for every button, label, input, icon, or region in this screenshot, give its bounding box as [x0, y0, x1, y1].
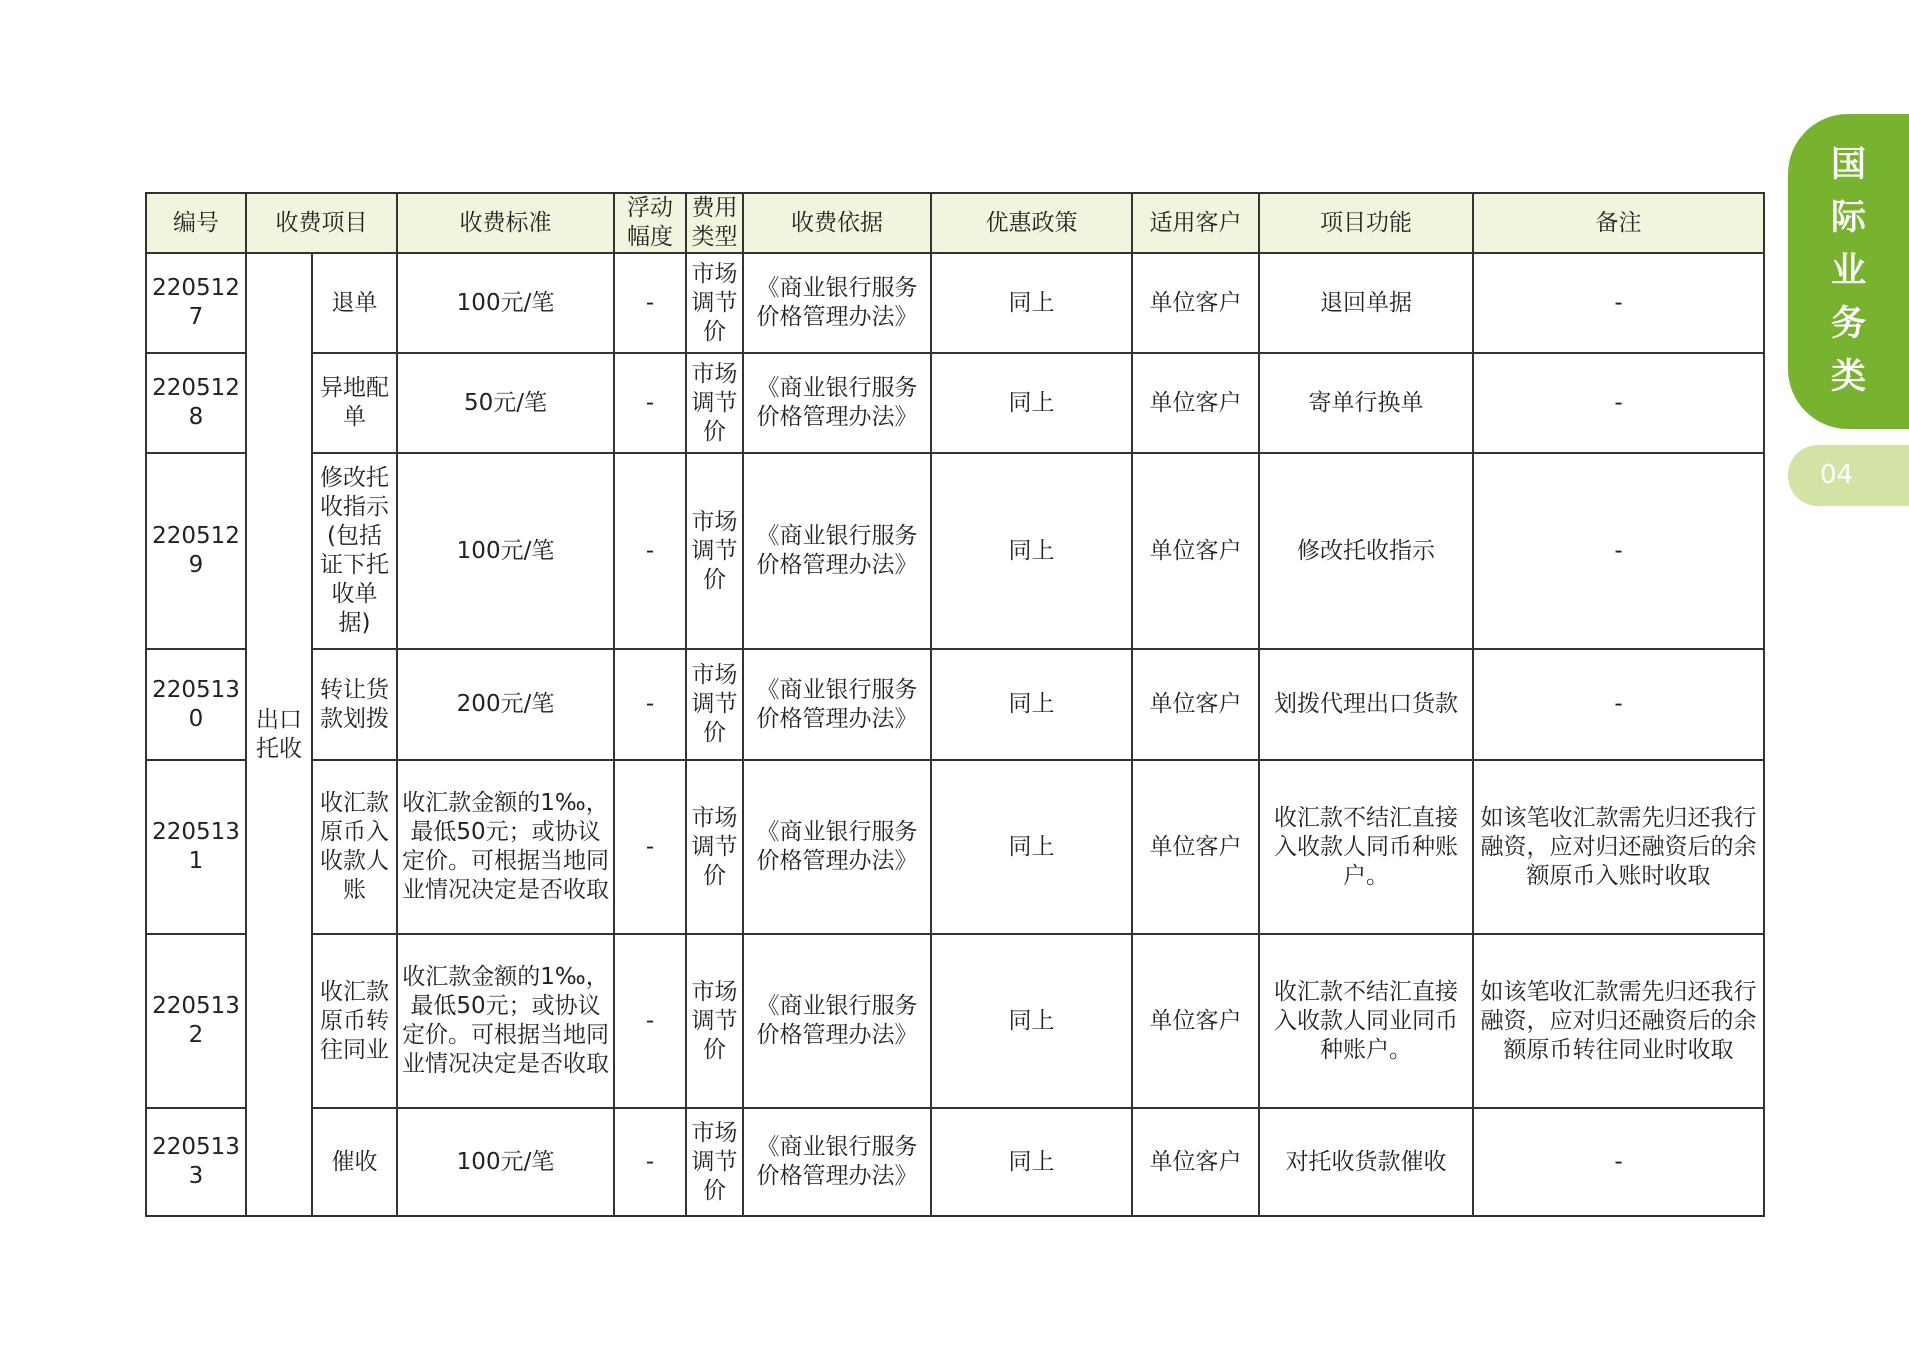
cell-discount: 同上 [931, 649, 1132, 760]
cell-discount: 同上 [931, 353, 1132, 453]
cell-customer: 单位客户 [1132, 1108, 1259, 1216]
cell-fee-type: 市场调节价 [686, 649, 743, 760]
table-row [146, 1108, 1764, 1216]
cell-fee-type: 市场调节价 [686, 760, 743, 934]
cell-basis: 《商业银行服务价格管理办法》 [743, 1108, 931, 1216]
cell-item: 收汇款原币转往同业 [312, 934, 397, 1108]
header-float: 浮动幅度 [614, 193, 686, 253]
cell-standard: 50元/笔 [397, 353, 614, 453]
header-function: 项目功能 [1259, 193, 1473, 253]
cell-code: 2205128 [146, 353, 246, 453]
cell-standard: 100元/笔 [397, 453, 614, 649]
cell-code: 2205129 [146, 453, 246, 649]
cell-discount: 同上 [931, 760, 1132, 934]
cell-fee-type: 市场调节价 [686, 453, 743, 649]
cell-function: 收汇款不结汇直接入收款人同币种账户。 [1259, 760, 1473, 934]
cell-item: 转让货款划拨 [312, 649, 397, 760]
group-label-cell: 出口托收 [246, 253, 312, 1216]
page-number: 04 [1788, 445, 1909, 506]
header-remark: 备注 [1473, 193, 1764, 253]
cell-remark: 如该笔收汇款需先归还我行融资，应对归还融资后的余额原币入账时收取 [1473, 760, 1764, 934]
table-row [146, 453, 1764, 649]
cell-discount: 同上 [931, 934, 1132, 1108]
cell-remark: - [1473, 353, 1764, 453]
section-tab-char: 务 [1830, 304, 1866, 344]
cell-function: 修改托收指示 [1259, 453, 1473, 649]
cell-code: 2205132 [146, 934, 246, 1108]
cell-item: 修改托收指示(包括证下托收单据) [312, 453, 397, 649]
table-row [146, 760, 1764, 934]
cell-item: 催收 [312, 1108, 397, 1216]
cell-basis: 《商业银行服务价格管理办法》 [743, 760, 931, 934]
cell-customer: 单位客户 [1132, 760, 1259, 934]
cell-code: 2205133 [146, 1108, 246, 1216]
cell-function: 寄单行换单 [1259, 353, 1473, 453]
cell-basis: 《商业银行服务价格管理办法》 [743, 253, 931, 353]
cell-float: - [614, 760, 686, 934]
cell-basis: 《商业银行服务价格管理办法》 [743, 353, 931, 453]
cell-standard: 100元/笔 [397, 1108, 614, 1216]
header-discount: 优惠政策 [931, 193, 1132, 253]
section-tab [1788, 114, 1909, 429]
header-item: 收费项目 [246, 193, 397, 253]
cell-function: 收汇款不结汇直接入收款人同业同币种账户。 [1259, 934, 1473, 1108]
cell-basis: 《商业银行服务价格管理办法》 [743, 649, 931, 760]
cell-remark: - [1473, 253, 1764, 353]
cell-float: - [614, 1108, 686, 1216]
section-tab-char: 类 [1830, 357, 1866, 397]
table-row [146, 934, 1764, 1108]
cell-float: - [614, 253, 686, 353]
table-header-row [146, 193, 1764, 253]
cell-basis: 《商业银行服务价格管理办法》 [743, 453, 931, 649]
cell-item: 异地配单 [312, 353, 397, 453]
cell-standard: 收汇款金额的1‰，最低50元；或协议定价。可根据当地同业情况决定是否收取 [397, 934, 614, 1108]
cell-float: - [614, 649, 686, 760]
cell-fee-type: 市场调节价 [686, 1108, 743, 1216]
cell-fee-type: 市场调节价 [686, 253, 743, 353]
cell-code: 2205130 [146, 649, 246, 760]
cell-fee-type: 市场调节价 [686, 353, 743, 453]
header-basis: 收费依据 [743, 193, 931, 253]
cell-float: - [614, 353, 686, 453]
section-tab-char: 际 [1830, 198, 1866, 238]
section-tab-char: 国 [1830, 145, 1866, 185]
section-tab-char: 业 [1830, 251, 1866, 291]
cell-customer: 单位客户 [1132, 649, 1259, 760]
header-code: 编号 [146, 193, 246, 253]
cell-function: 对托收货款催收 [1259, 1108, 1473, 1216]
cell-code: 2205127 [146, 253, 246, 353]
table-row [146, 353, 1764, 453]
cell-item: 退单 [312, 253, 397, 353]
cell-function: 退回单据 [1259, 253, 1473, 353]
header-standard: 收费标准 [397, 193, 614, 253]
cell-discount: 同上 [931, 1108, 1132, 1216]
cell-code: 2205131 [146, 760, 246, 934]
cell-remark: - [1473, 1108, 1764, 1216]
cell-standard: 200元/笔 [397, 649, 614, 760]
cell-remark: - [1473, 649, 1764, 760]
cell-remark: 如该笔收汇款需先归还我行融资，应对归还融资后的余额原币转往同业时收取 [1473, 934, 1764, 1108]
table-row [146, 649, 1764, 760]
table-row [146, 253, 1764, 353]
cell-float: - [614, 453, 686, 649]
cell-standard: 收汇款金额的1‰，最低50元；或协议定价。可根据当地同业情况决定是否收取 [397, 760, 614, 934]
cell-basis: 《商业银行服务价格管理办法》 [743, 934, 931, 1108]
cell-remark: - [1473, 453, 1764, 649]
fee-table [145, 192, 1765, 1217]
cell-discount: 同上 [931, 253, 1132, 353]
header-customer: 适用客户 [1132, 193, 1259, 253]
header-fee-type: 费用类型 [686, 193, 743, 253]
cell-standard: 100元/笔 [397, 253, 614, 353]
cell-customer: 单位客户 [1132, 353, 1259, 453]
cell-customer: 单位客户 [1132, 453, 1259, 649]
cell-float: - [614, 934, 686, 1108]
cell-item: 收汇款原币入收款人账 [312, 760, 397, 934]
cell-customer: 单位客户 [1132, 253, 1259, 353]
cell-fee-type: 市场调节价 [686, 934, 743, 1108]
cell-customer: 单位客户 [1132, 934, 1259, 1108]
cell-discount: 同上 [931, 453, 1132, 649]
cell-function: 划拨代理出口货款 [1259, 649, 1473, 760]
